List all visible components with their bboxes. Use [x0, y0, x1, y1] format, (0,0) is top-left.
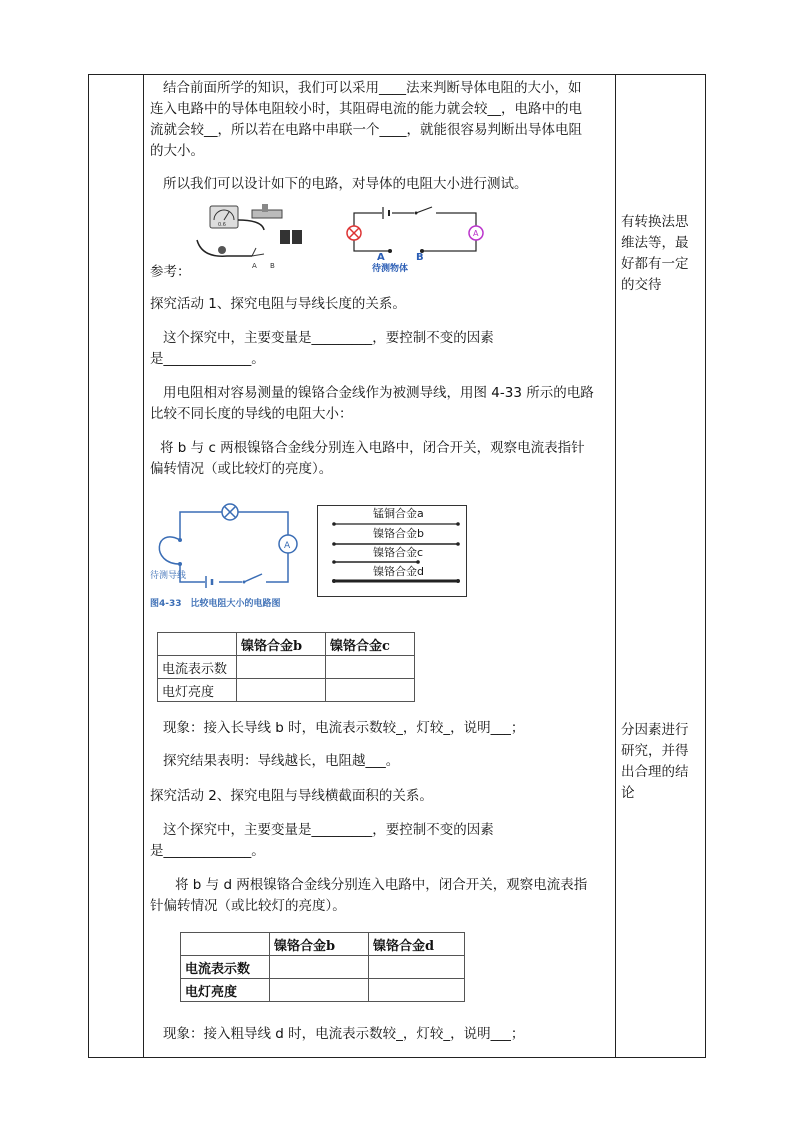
svg-text:A: A [252, 262, 257, 270]
table-row-label: 电流表示数 [181, 956, 270, 979]
activity2-phenomenon: 现象：接入粗导线 d 时，电流表示数较_，灯较_，说明___； [163, 1026, 525, 1042]
activity1-step-line2: 偏转情况（或比较灯的亮度）。 [150, 461, 333, 477]
table-row-label: 电流表示数 [158, 656, 237, 679]
para2: 所以我们可以设计如下的电路，对导体的电阻大小进行测试。 [163, 176, 528, 192]
activity1-var-line1: 这个探究中，主要变量是_________，要控制不变的因素 [163, 330, 494, 346]
activity1-data-table [157, 632, 415, 702]
apparatus-photo [192, 200, 312, 272]
activity1-desc-line1: 用电阻相对容易测量的镍铬合金线作为被测导线，用图 4-33 所示的电路 [163, 385, 594, 401]
activity1-step-line1: 将 b 与 c 两根镍铬合金线分别连入电路中，闭合开关，观察电流表指针 [160, 440, 585, 456]
table-header-row [181, 933, 465, 956]
table-cell[interactable] [369, 956, 465, 979]
activity2-title: 探究活动 2、探究电阻与导线横截面积的关系。 [150, 788, 433, 804]
svg-text:A: A [473, 229, 479, 238]
svg-text:B: B [416, 252, 424, 263]
svg-text:0.6: 0.6 [218, 222, 226, 228]
activity1-title: 探究活动 1、探究电阻与导线长度的关系。 [150, 296, 406, 312]
table-header-cell: 镍铬合金d [369, 933, 465, 956]
table-header-row [158, 633, 415, 656]
table-cell[interactable] [237, 656, 326, 679]
table-header-cell [181, 933, 270, 956]
table-header-cell [158, 633, 237, 656]
teacher-note-1: 有转换法思维法等，最好都有一定的交待 [621, 214, 689, 293]
svg-text:A: A [284, 541, 291, 551]
para1-line4: 的大小。 [150, 143, 204, 159]
activity2-var-line1: 这个探究中，主要变量是_________，要控制不变的因素 [163, 822, 494, 838]
activity2-data-table [180, 932, 465, 1002]
activity1-desc-line2: 比较不同长度的导线的电阻大小： [150, 406, 353, 422]
teacher-note-2: 分因素进行研究，并得出合理的结论 [621, 722, 689, 801]
para1-line1: 结合前面所学的知识，我们可以采用____法来判断导体电阻的大小，如 [163, 80, 582, 96]
para1-line3: 流就会较__，所以若在电路中串联一个____，就能很容易判断出导体电阻 [150, 122, 582, 138]
table-row [181, 956, 465, 979]
table-header-cell: 镍铬合金b [270, 933, 369, 956]
table-row-label: 电灯亮度 [181, 979, 270, 1002]
table-cell[interactable] [326, 679, 415, 702]
svg-text:A: A [377, 252, 385, 263]
wire-label: 镍铬合金c [373, 546, 424, 559]
table-row-label: 电灯亮度 [158, 679, 237, 702]
column-divider [143, 75, 144, 1057]
ref-label: 参考： [150, 264, 191, 280]
activity2-var-line2: 是_____________。 [150, 843, 265, 859]
table-cell[interactable] [237, 679, 326, 702]
table-cell[interactable] [270, 956, 369, 979]
para1-line2: 连入电路中的导体电阻较小时，其阻碍电流的能力就会较__，电路中的电 [150, 101, 582, 117]
activity1-result: 探究结果表明：导线越长，电阻越___。 [163, 753, 400, 769]
table-row [181, 979, 465, 1002]
svg-text:待测导线: 待测导线 [150, 571, 187, 581]
activity1-phenomenon: 现象：接入长导线 b 时，电流表示数较_，灯较_，说明___； [163, 720, 525, 736]
wire-samples-board [317, 505, 467, 597]
table-cell[interactable] [270, 979, 369, 1002]
wire-label: 锰铜合金a [373, 507, 424, 520]
svg-text:B: B [270, 262, 275, 270]
table-row [158, 656, 415, 679]
table-cell[interactable] [369, 979, 465, 1002]
svg-text:图4-33 比较电阻大小的电路图: 图4-33 比较电阻大小的电路图 [150, 599, 281, 609]
table-row [158, 679, 415, 702]
wire-label: 镍铬合金b [373, 527, 424, 540]
svg-text:待测物体: 待测物体 [372, 264, 409, 274]
column-divider [615, 75, 616, 1057]
activity2-step-line1: 将 b 与 d 两根镍铬合金线分别连入电路中，闭合开关，观察电流表指 [175, 877, 588, 893]
figure-4-33-circuit [150, 496, 310, 612]
table-header-cell: 镍铬合金c [326, 633, 415, 656]
table-header-cell: 镍铬合金b [237, 633, 326, 656]
activity1-var-line2: 是_____________。 [150, 351, 265, 367]
table-cell[interactable] [326, 656, 415, 679]
activity2-step-line2: 针偏转情况（或比较灯的亮度）。 [150, 898, 346, 914]
reference-circuit [342, 205, 488, 275]
wire-label: 镍铬合金d [373, 565, 424, 578]
